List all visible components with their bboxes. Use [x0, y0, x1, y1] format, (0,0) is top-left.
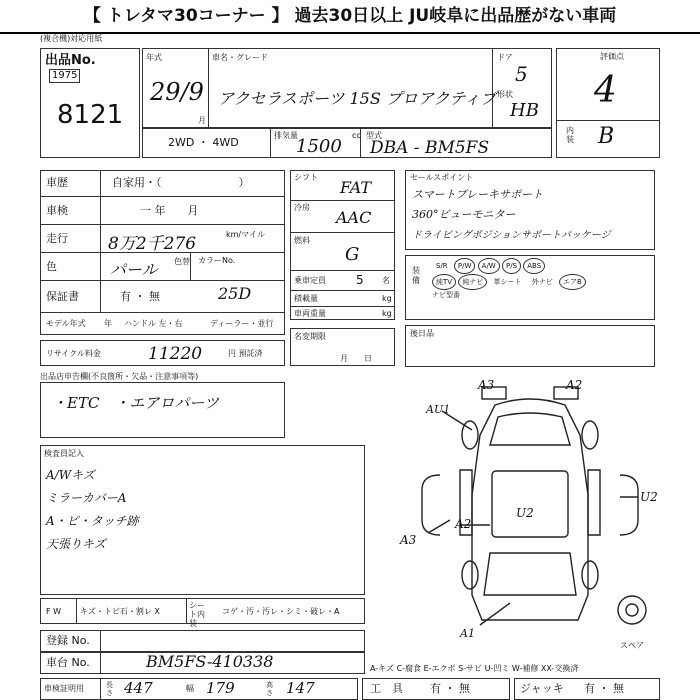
fuel-value: G: [345, 244, 360, 265]
shape-label: 形状: [497, 90, 513, 99]
spare-label: スペア: [620, 641, 644, 650]
inspection-value: 一 年 月: [140, 204, 199, 217]
model-label: 型式: [366, 131, 382, 140]
warranty-label: 保証書: [46, 290, 79, 303]
car-right-side: [620, 475, 638, 535]
handle-label: ハンドル 左・右: [124, 319, 183, 328]
car-rear-window: [490, 413, 570, 445]
damage-mark-au1: AU1: [426, 403, 451, 416]
mileage-unit: km/マイル: [226, 230, 265, 239]
length-label: 長さ: [106, 681, 113, 697]
wheel-front-right: [582, 561, 598, 589]
inspector-line-2: ミラーカバーA: [46, 491, 127, 505]
height-label: 高さ: [266, 681, 273, 697]
chassis-label: 車台 No.: [46, 656, 90, 669]
history-value: 自家用・（ ）: [112, 176, 250, 189]
banner-title: 【 トレタマ30コーナー 】 過去30日以上 JU岐阜に出品歴がない車両: [0, 0, 700, 34]
cooling-value: AAC: [336, 208, 372, 227]
model-value: DBA - BM5FS: [370, 138, 490, 158]
jack-value: 有 ・ 無: [584, 682, 624, 695]
length-value: 447: [124, 679, 153, 697]
score-label: 評価点: [600, 52, 624, 61]
lot-box: [40, 48, 140, 158]
displacement-value: 1500: [296, 136, 342, 157]
mileage-value: 8万2千276: [108, 234, 197, 254]
load-label: 積載量: [294, 294, 318, 303]
year-label: 年式: [146, 53, 162, 62]
width-label: 幅: [186, 684, 194, 693]
recycle-value: 11220: [148, 344, 203, 364]
equipment-list: [432, 258, 652, 300]
name-label: 車名・グレード: [212, 53, 268, 62]
wheel-front-left: [462, 561, 478, 589]
car-left-side: [422, 475, 440, 535]
dealer-label: ディーラー・並行: [210, 319, 274, 328]
equip-airbag: エアB: [559, 274, 586, 290]
door-label: ドア: [497, 53, 513, 62]
interior-label: 内装: [566, 126, 574, 144]
equip-abs: ABS: [523, 258, 545, 274]
inspector-line-3: A・ピ・タッチ跡: [46, 514, 139, 528]
sub-caption: (複合機)対応用紙: [40, 34, 103, 43]
seat-label: シート内装: [189, 601, 205, 628]
tools-label: 工 具: [370, 682, 403, 695]
weight-unit: kg: [382, 309, 392, 318]
door-value: 5: [515, 62, 528, 86]
name-change-value: 月 日: [340, 354, 372, 363]
equip-navi: 純ナビ: [458, 274, 487, 290]
equip-ext-navi: 外ナビ: [531, 278, 553, 286]
rear-item-box: [405, 325, 655, 367]
notes-text: ・ETC ・エアロパーツ: [52, 394, 219, 412]
cc-label: cc: [352, 131, 361, 140]
inspector-line-1: A/Wキズ: [46, 468, 95, 482]
capacity-label: 乗車定員: [294, 276, 326, 285]
tools-value: 有 ・ 無: [430, 682, 470, 695]
sales-point-label: セールスポイント: [410, 173, 474, 182]
damage-mark-a3-left: A3: [400, 533, 417, 547]
shift-value: FAT: [340, 178, 372, 197]
lot-number: 8121: [57, 100, 124, 130]
shift-label: シフト: [294, 173, 318, 182]
equip-leather: 革シート: [493, 278, 522, 286]
weight-label: 車両重量: [294, 309, 326, 318]
month-mark: 月: [198, 116, 206, 125]
color-value: パール: [110, 260, 158, 279]
car-roof: [492, 471, 568, 537]
color-no-value: 25D: [218, 284, 252, 303]
equipment-label: 装備: [412, 266, 420, 285]
fw-items: キズ・トビ石・割レ X: [80, 607, 160, 616]
equip-pw: P/W: [454, 258, 476, 274]
spare-tire: [618, 596, 646, 624]
sales-point-line-3: ドライビングポジションサポートパッケージ: [412, 230, 611, 241]
inspector-line-4: 天張りキズ: [46, 537, 106, 551]
year-value: 29/9: [150, 78, 204, 106]
height-value: 147: [286, 679, 315, 697]
recycle-label: リサイクル料金: [46, 349, 101, 358]
displacement-label: 排気量: [274, 131, 298, 140]
warranty-value: 有 ・ 無: [120, 290, 160, 303]
sales-point-line-2: 360°ビューモニター: [412, 208, 516, 221]
damage-mark-a3-top: A3: [478, 378, 495, 392]
name-change-label: 名変期限: [294, 332, 326, 341]
color-no-label: カラーNo.: [198, 256, 236, 265]
repaint-label: 色替: [174, 257, 190, 266]
inspection-label: 車検: [46, 204, 68, 217]
damage-legend: A-キズ C-腐食 E-エクボ S-サビ U-凹ミ W-補修 XX-交換済: [370, 664, 579, 673]
lot-label: 出品No.: [45, 53, 96, 68]
car-windshield: [484, 553, 576, 595]
drive-label: 2WD ・ 4WD: [168, 136, 239, 149]
damage-mark-u2-roof: U2: [516, 506, 534, 520]
notes-label: 出品店申告欄(不良箇所・欠品・注意事項等): [40, 372, 199, 381]
mileage-label: 走行: [46, 232, 68, 245]
name-value: アクセラスポーツ 15S プロアクティブ: [218, 89, 497, 108]
rear-item-label: 後日品: [410, 329, 434, 338]
seat-items: コゲ・汚・汚レ・シミ・破レ・A: [222, 607, 340, 616]
equip-sr: S/R: [436, 262, 448, 270]
sales-point-line-1: スマートブレーキサポート: [412, 188, 544, 201]
capacity-unit: 名: [382, 276, 390, 285]
interior-value: B: [598, 124, 615, 149]
history-label: 車歴: [46, 176, 68, 189]
registration-label: 登録 No.: [46, 634, 90, 647]
equip-navi-model: ナビ型番: [432, 291, 460, 299]
inspector-label: 検査員記入: [44, 449, 84, 458]
width-value: 179: [206, 679, 235, 697]
jack-label: ジャッキ: [520, 682, 564, 695]
score-value: 4: [594, 70, 617, 111]
cert-label: 車検証明用: [44, 684, 84, 693]
wheel-rear-right: [582, 421, 598, 449]
load-unit: kg: [382, 294, 392, 303]
damage-mark-a2-left: A2: [455, 517, 472, 531]
recycle-unit: 円 預託済: [228, 349, 263, 358]
model-year-label: モデル年式: [46, 319, 86, 328]
model-year-value: 年: [104, 319, 112, 328]
spare-tire-hub: [626, 604, 638, 616]
chassis-value: BM5FS-410338: [146, 652, 274, 671]
fw-label: F W: [46, 607, 62, 616]
equip-ps: P/S: [502, 258, 521, 274]
color-label: 色: [46, 260, 57, 273]
fuel-label: 燃料: [294, 236, 310, 245]
lot-corner: 1975: [49, 69, 80, 83]
equip-aw: A/W: [478, 258, 500, 274]
capacity-value: 5: [356, 273, 364, 287]
equip-tv: 純TV: [432, 274, 456, 290]
damage-mark-a1: A1: [460, 627, 475, 640]
damage-mark-a2-top: A2: [566, 378, 583, 392]
shape-value: HB: [510, 100, 539, 121]
cooling-label: 冷房: [294, 203, 310, 212]
damage-mark-u2-right: U2: [640, 490, 658, 504]
